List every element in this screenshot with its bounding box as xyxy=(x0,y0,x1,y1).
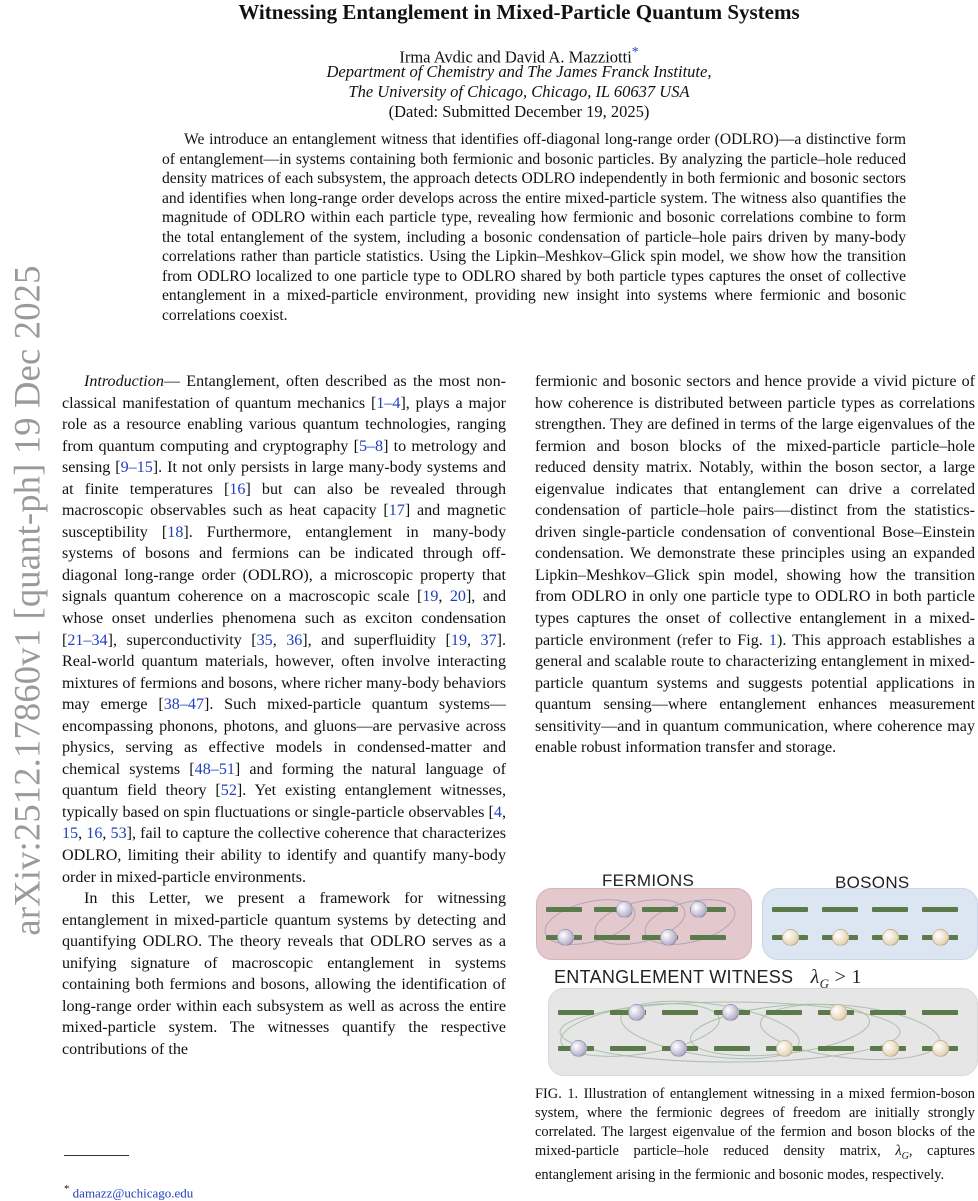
witness-orbits xyxy=(557,992,942,1069)
citation-link[interactable]: 1–4 xyxy=(376,394,401,412)
fermion-particle xyxy=(557,929,574,946)
citation-link[interactable]: 21–34 xyxy=(67,631,108,649)
intro-text: — Entanglement, often described as the most non-classical manifestation of quantum mechanics [ xyxy=(62,373,506,412)
intro-text: ] and forming the natural language of quantum field theory [ xyxy=(62,760,506,800)
citation-link[interactable]: 15 xyxy=(62,825,79,843)
energy-level xyxy=(766,1010,802,1015)
fermion-particle xyxy=(616,901,633,918)
citation-link[interactable]: 5–8 xyxy=(358,437,384,455)
lambda-subscript: G xyxy=(819,976,830,991)
citation-link[interactable]: 37 xyxy=(480,631,497,649)
fermions-label: FERMIONS xyxy=(602,871,695,890)
boson-particle xyxy=(882,1040,899,1057)
fermion-particle xyxy=(628,1004,645,1021)
witness-inequality: > 1 xyxy=(829,966,862,988)
citation-link[interactable]: 36 xyxy=(286,631,303,649)
citation-link[interactable]: 38–47 xyxy=(163,696,204,714)
energy-level xyxy=(558,1010,594,1015)
boson-particle xyxy=(882,929,899,946)
citation-link[interactable]: 18 xyxy=(167,523,184,541)
caption-lambda: λ xyxy=(895,1143,902,1160)
figure-reference-link[interactable]: 1 xyxy=(768,631,777,649)
intro-text: , xyxy=(102,825,111,843)
intro-text: , xyxy=(438,588,450,606)
citation-link[interactable]: 17 xyxy=(388,502,405,520)
intro-text: ] and magnetic susceptibility [ xyxy=(62,502,506,541)
affiliation-line-2: The University of Chicago, Chicago, IL 60637 USA xyxy=(348,82,690,101)
boson-particle xyxy=(932,929,949,946)
letter-paragraph: In this Letter, we present a framework for witnessing entanglement in mixed-particle quantum systems by detecting and quantifying ODLRO. The theory reveals that ODLRO serves as a unifying signature of macroscopic entanglement in systems containing both fermions and bosons, allowing the identification of long-range order within each subsystem as well as across the entire mixed-particle system. The witnesses quantify the respective contributions of the xyxy=(62,890,506,1058)
citation-link[interactable]: 52 xyxy=(220,782,237,800)
body-column-left xyxy=(62,371,506,1061)
boson-particle xyxy=(830,1004,847,1021)
intro-paragraph xyxy=(62,371,506,888)
author-names: Irma Avdic and David A. Mazziotti xyxy=(399,47,632,67)
energy-level xyxy=(714,1046,750,1051)
intro-text: ]. It not only persists in large many-body systems and at finite temperatures [ xyxy=(62,459,506,498)
arxiv-stamp xyxy=(2,190,52,1010)
energy-level xyxy=(662,1010,698,1015)
dated-line: (Dated: Submitted December 19, 2025) xyxy=(388,102,650,121)
intro-text: ]. Real-world quantum materials, however, often involve interacting mixtures of fermions and bosons, where richer many-body behaviors may emerge [ xyxy=(62,631,506,714)
intro-text: , xyxy=(272,631,287,649)
witness-label-text: ENTANGLEMENT WITNESS xyxy=(554,967,794,987)
energy-level xyxy=(822,907,858,912)
body-column-right xyxy=(535,371,975,759)
email-link[interactable]: damazz@uchicago.edu xyxy=(72,1185,194,1201)
energy-level xyxy=(818,1046,854,1051)
caption-text: , captures entanglement arising in the fermionic and bosonic modes, respectively. xyxy=(535,1143,976,1184)
energy-level xyxy=(872,907,908,912)
intro-text: ] but can also be revealed through macroscopic observables such as heat capacity [ xyxy=(62,480,506,520)
energy-level xyxy=(594,935,630,940)
intro-lead: Introduction xyxy=(84,373,164,390)
intro-text: ]. Yet existing entanglement witnesses, typically based on spin fluctuations or single-particle observables [ xyxy=(62,782,507,821)
intro-text: ], fail to capture the collective coherence that characterizes ODLRO, limiting their ability to identify and quantify many-body order in mixed-particle environments. xyxy=(62,825,506,886)
footnote-mark: * xyxy=(64,1183,70,1195)
body-text: fermionic and bosonic sectors and hence provide a vivid picture of how coherence is distributed between particle types as correlations strengthen. They are defined in terms of the large eigenvalues of the fermion and boson blocks of the mixed-particle particle–hole reduced density matrix. Notably, within the boson sector, a large eigenvalue indicates that entanglement can drive a correlated condensation of particle–hole pairs—distinct from the statistics-driven single-particle condensation of conventional Bose–Einstein condensation. We demonstrate these principles using an expanded Lipkin–Meshkov–Glick spin model, showing how the transition from ODLRO in only one particle type to ODLRO in both particle types captures the onset of collective entanglement in a mixed-particle environment (refer to Fig. xyxy=(535,373,975,649)
energy-level xyxy=(772,907,808,912)
citation-link[interactable]: 4 xyxy=(493,803,502,821)
energy-level xyxy=(610,1046,646,1051)
citation-link[interactable]: 19 xyxy=(422,588,439,606)
body-text: ). This approach establishes a general and scalable route to characterizing entanglement in mixed-particle quantum systems and suggests potential applications in quantum sensing—where entanglement enhances measurement sensitivity—and in quantum communication, where coherence may enable robust information transfer and storage. xyxy=(535,631,975,757)
figure-caption xyxy=(535,1085,975,1185)
abstract: We introduce an entanglement witness that identifies off-diagonal long-range order (ODLRO)—a distinctive form of entanglement—in systems containing both fermionic and bosonic particles. By analyzing the particle–hole reduced density matrices of each subsystem, the approach detects ODLRO independently in both fermionic and bosonic sectors and identifies when long-range order develops across the entire mixed-particle system. The witness also quantifies the magnitude of ODLRO within each particle type, revealing how fermionic and bosonic correlations combine to form the total entanglement of the system, including a bosonic condensation of particle–hole pairs driven by many-body correlations rather than particle statistics. Using the Lipkin–Meshkov–Glick spin model, we show how the transition from ODLRO localized to one particle type to ODLRO shared by both particle types captures the onset of collective entanglement in a mixed-particle environment, providing new insight into systems where fermionic and bosonic correlations coexist. xyxy=(162,131,906,324)
fermion-particle xyxy=(690,901,707,918)
figure-1 xyxy=(530,860,978,1080)
citation-link[interactable]: 16 xyxy=(86,825,103,843)
footnote-rule xyxy=(64,1155,129,1156)
boson-particle xyxy=(782,929,799,946)
citation-link[interactable]: 35 xyxy=(256,631,273,649)
boson-particle xyxy=(932,1040,949,1057)
energy-level xyxy=(870,1010,906,1015)
bosons-label: BOSONS xyxy=(835,873,910,892)
intro-text: ]. Such mixed-particle quantum systems—encompassing phonons, photons, and gluons—are pervasive across physics, serving as effective models in condensed-matter and chemical systems [ xyxy=(62,696,506,778)
author-footnote-mark[interactable]: * xyxy=(631,44,639,59)
citation-link[interactable]: 16 xyxy=(229,480,246,498)
affiliation-line-1: Department of Chemistry and The James Franck Institute, xyxy=(326,62,712,81)
intro-text: , xyxy=(467,631,481,649)
energy-level xyxy=(922,907,958,912)
energy-level xyxy=(642,907,678,912)
lambda-symbol: λ xyxy=(810,966,820,988)
citation-link[interactable]: 9–15 xyxy=(120,459,153,477)
boson-particle xyxy=(776,1040,793,1057)
intro-text: , xyxy=(78,825,87,843)
intro-text: ], plays a major role as a resource enabling various quantum technologies, ranging from quantum computing and cryptography [ xyxy=(62,394,507,455)
caption-lambda-subscript: G xyxy=(901,1151,909,1163)
intro-text: , xyxy=(501,803,506,821)
fermion-particle xyxy=(670,1040,687,1057)
energy-level xyxy=(546,907,582,912)
continued-paragraph xyxy=(535,371,975,759)
fermion-particle xyxy=(570,1040,587,1057)
intro-text: ]. Furthermore, entanglement in many-body systems of bosons and fermions can be indicated through off-diagonal long-range order (ODLRO), a microscopic property that signals quantum coherence on a macroscopic scale [ xyxy=(62,523,506,606)
intro-text: ], superconductivity [ xyxy=(107,631,257,649)
intro-text: ] to metrology and sensing [ xyxy=(62,437,506,477)
caption-text: FIG. 1. Illustration of entanglement witnessing in a mixed fermion-boson system, where the fermionic degrees of freedom are initially strongly correlated. The largest eigenvalue of the fermion and boson blocks of the mixed-particle particle–hole reduced density matrix, xyxy=(535,1086,975,1160)
fermion-particle xyxy=(722,1004,739,1021)
citation-link[interactable]: 20 xyxy=(449,588,466,606)
citation-link[interactable]: 53 xyxy=(110,825,127,843)
energy-level xyxy=(690,935,726,940)
citation-link[interactable]: 48–51 xyxy=(194,760,235,778)
intro-text: ], and superfluidity [ xyxy=(302,631,451,649)
arxiv-stamp-text: arXiv:2512.17860v1 [quant-ph] 19 Dec 2025 xyxy=(6,264,48,936)
energy-level xyxy=(922,1010,958,1015)
paper-title: Witnessing Entanglement in Mixed-Particle Quantum Systems xyxy=(238,0,800,24)
footnote xyxy=(64,1181,193,1201)
boson-particle xyxy=(832,929,849,946)
citation-link[interactable]: 19 xyxy=(450,631,468,649)
intro-text: ], and whose onset underlies phenomena such as exciton condensation [ xyxy=(62,588,506,649)
figure-illustration xyxy=(530,860,978,1080)
fermion-particle xyxy=(660,929,677,946)
